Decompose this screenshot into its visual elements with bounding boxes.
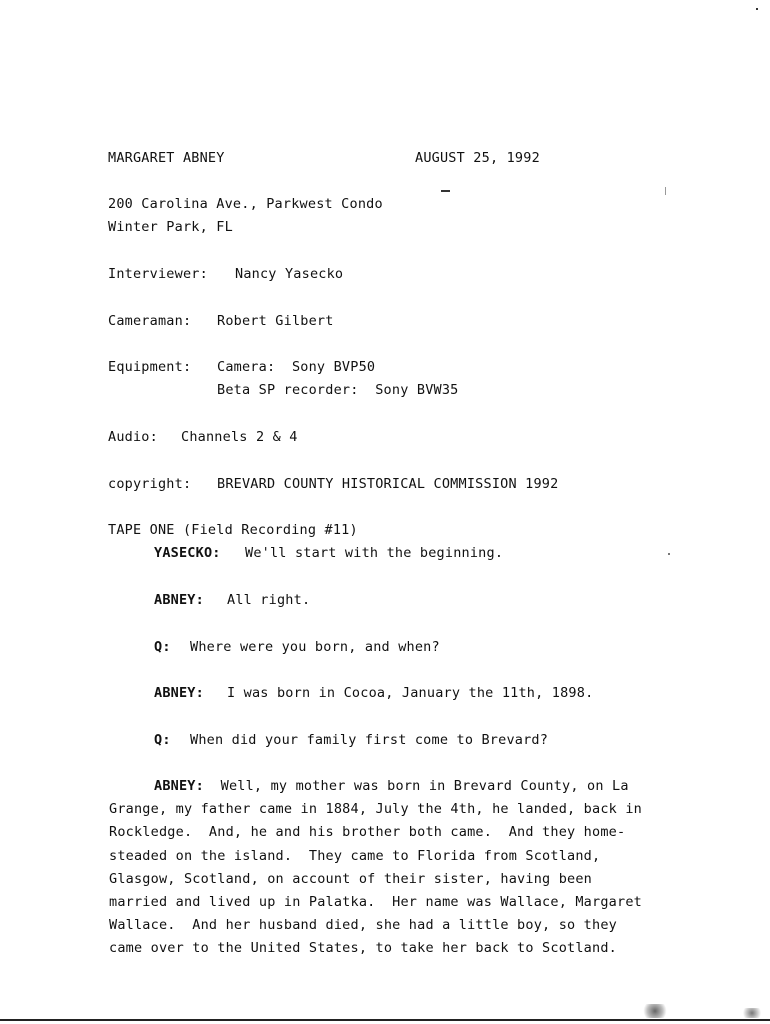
paragraph-line: steaded on the island. They came to Florida from Scotland, [109,847,601,864]
cameraman-label: Cameraman: [108,313,192,329]
dialogue-text: When did your family first come to Brevard? [190,732,549,748]
address-line-2: Winter Park, FL [108,219,233,235]
interviewee-name: MARGARET ABNEY [108,150,225,166]
scan-speck [756,8,758,10]
interview-date: AUGUST 25, 1992 [415,150,540,166]
scan-speck [665,187,666,195]
paragraph-line [109,775,699,798]
speaker-label: Q: [154,639,171,655]
speaker-label: Q: [154,732,171,748]
interviewer-label: Interviewer: [108,266,208,282]
speaker-label: ABNEY: [154,778,204,794]
tape-title: TAPE ONE (Field Recording #11) [108,522,358,538]
speaker-label: YASECKO: [154,545,221,561]
scan-speck [668,553,670,555]
scan-mark [441,190,450,192]
paragraph-line: Wallace. And her husband died, she had a little boy, so they [109,917,617,934]
copyright-value: BREVARD COUNTY HISTORICAL COMMISSION 1992 [217,476,559,492]
cameraman-value: Robert Gilbert [217,313,334,329]
answer-paragraph [109,775,699,961]
dialogue-text: All right. [227,592,311,608]
equipment-camera: Camera: Sony BVP50 [217,359,376,375]
speaker-label: ABNEY: [154,592,204,608]
equipment-recorder: Beta SP recorder: Sony BVW35 [217,382,459,398]
dialogue-text: Where were you born, and when? [190,639,440,655]
paragraph-line: Grange, my father came in 1884, July the 4th, he landed, back in [109,801,642,818]
dialogue-text: I was born in Cocoa, January the 11th, 1898. [227,685,594,701]
paragraph-text: Well, my mother was born in Brevard County, on La [220,778,629,794]
interviewer-value: Nancy Yasecko [235,266,344,282]
copyright-label: copyright: [108,476,192,492]
paragraph-line: Rockledge. And, he and his brother both came. And they home- [109,824,626,841]
speaker-label: ABNEY: [154,685,204,701]
equipment-label: Equipment: [108,359,192,375]
paragraph-line: married and lived up in Palatka. Her name was Wallace, Margaret [109,894,642,911]
scan-smudge [740,1008,764,1018]
page-bottom-rule [0,1019,770,1021]
address-line-1: 200 Carolina Ave., Parkwest Condo [108,196,383,212]
dialogue-text: We'll start with the beginning. [245,545,504,561]
paragraph-line: came over to the United States, to take her back to Scotland. [109,940,617,957]
paragraph-line: Glasgow, Scotland, on account of their sister, having been [109,870,593,887]
audio-label: Audio: [108,429,158,445]
audio-value: Channels 2 & 4 [181,429,298,445]
scan-smudge [640,1004,670,1018]
